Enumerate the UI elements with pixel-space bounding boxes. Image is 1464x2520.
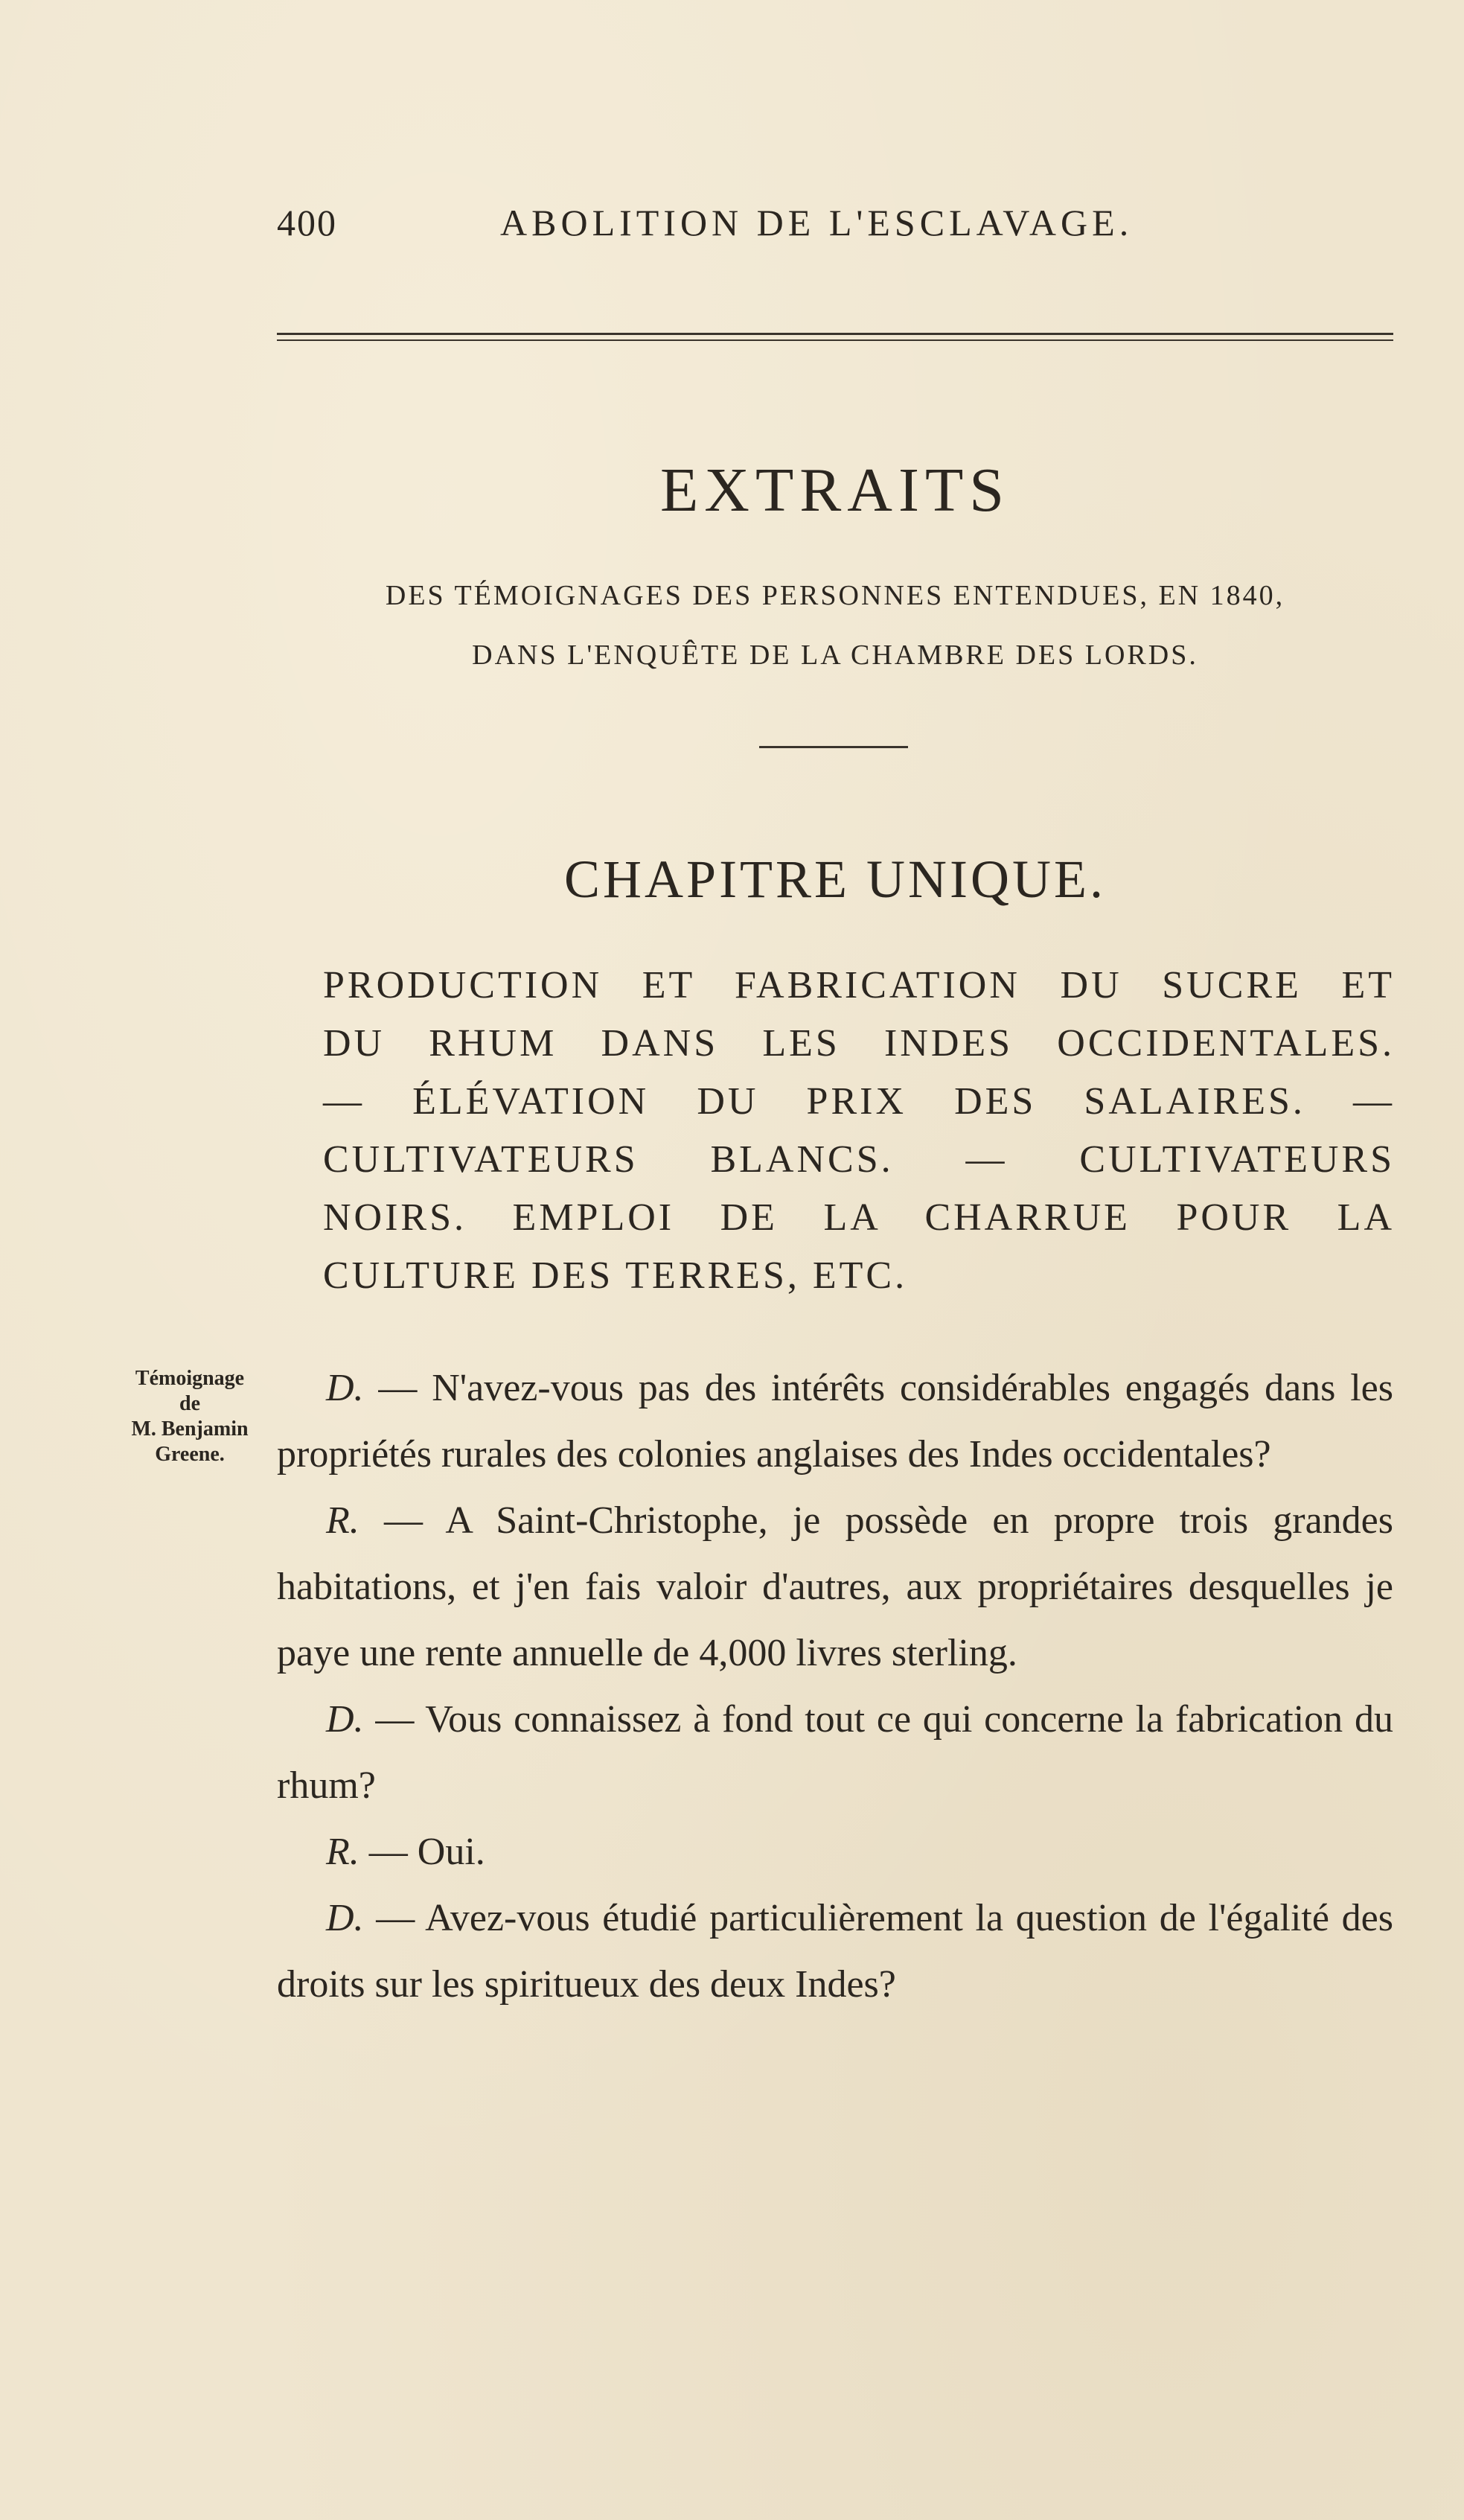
dialogue-text: — A Saint-Christophe, je possède en propre trois grandes habitations, et j'en fais valoir d'autres, aux propriétaires desquelles je paye une rente annuelle de 4,000 livres sterling. [277,1499,1393,1674]
margin-note-line: Greene. [155,1443,225,1466]
summary-line: — ÉLÉVATION DU PRIX DES SALAIRES. — [323,1080,1395,1123]
summary-line: CULTIVATEURS BLANCS. — CULTIVATEURS [323,1138,1395,1181]
subtitle-line-2: DANS L'ENQUÊTE DE LA CHAMBRE DES LORDS. [472,639,1198,671]
dialogue-paragraph [277,1487,1393,1686]
dialogue-text: — N'avez-vous pas des intérêts considérables engagés dans les propriétés rurales des colonies anglaises des Indes occidentales? [277,1367,1393,1476]
dialogue-paragraph [277,1686,1393,1819]
speaker-label: D. [326,1897,364,1939]
chapter-summary [323,957,1395,1305]
running-title: ABOLITION DE L'ESCLAVAGE. [500,202,1134,243]
dialogue-body [277,1355,1393,2017]
header-rule-bottom [277,339,1393,341]
speaker-label: R. [326,1831,359,1873]
margin-note-line: Témoignage [135,1367,245,1390]
page-header [277,201,1393,261]
header-rule-top [277,333,1393,335]
speaker-label: D. [326,1698,364,1741]
chapter-title: CHAPITRE UNIQUE. [564,849,1106,909]
summary-line: PRODUCTION ET FABRICATION DU SUCRE ET [323,964,1395,1007]
speaker-label: D. [326,1367,364,1409]
subtitle-line-1: DES TÉMOIGNAGES DES PERSONNES ENTENDUES, EN 1840, [385,580,1285,611]
summary-line: CULTURE DES TERRES, ETC. [323,1254,908,1297]
speaker-label: R. [326,1499,359,1542]
section-title: EXTRAITS [660,456,1010,525]
dialogue-text: — Oui. [359,1831,485,1873]
margin-note [97,1366,283,1467]
dialogue-paragraph [277,1355,1393,1487]
dialogue-paragraph [277,1819,1393,1885]
summary-line: DU RHUM DANS LES INDES OCCIDENTALES. [323,1022,1395,1065]
page-number: 400 [277,202,337,243]
summary-line: NOIRS. EMPLOI DE LA CHARRUE POUR LA [323,1196,1395,1239]
dialogue-text: — Avez-vous étudié particulièrement la question de l'égalité des droits sur les spiritueux des deux Indes? [277,1897,1393,2006]
margin-note-line: de [179,1392,200,1415]
dialogue-text: — Vous connaissez à fond tout ce qui concerne la fabrication du rhum? [277,1698,1393,1807]
section-divider [759,746,908,748]
dialogue-paragraph [277,1885,1393,2017]
margin-note-line: M. Benjamin [131,1417,249,1441]
